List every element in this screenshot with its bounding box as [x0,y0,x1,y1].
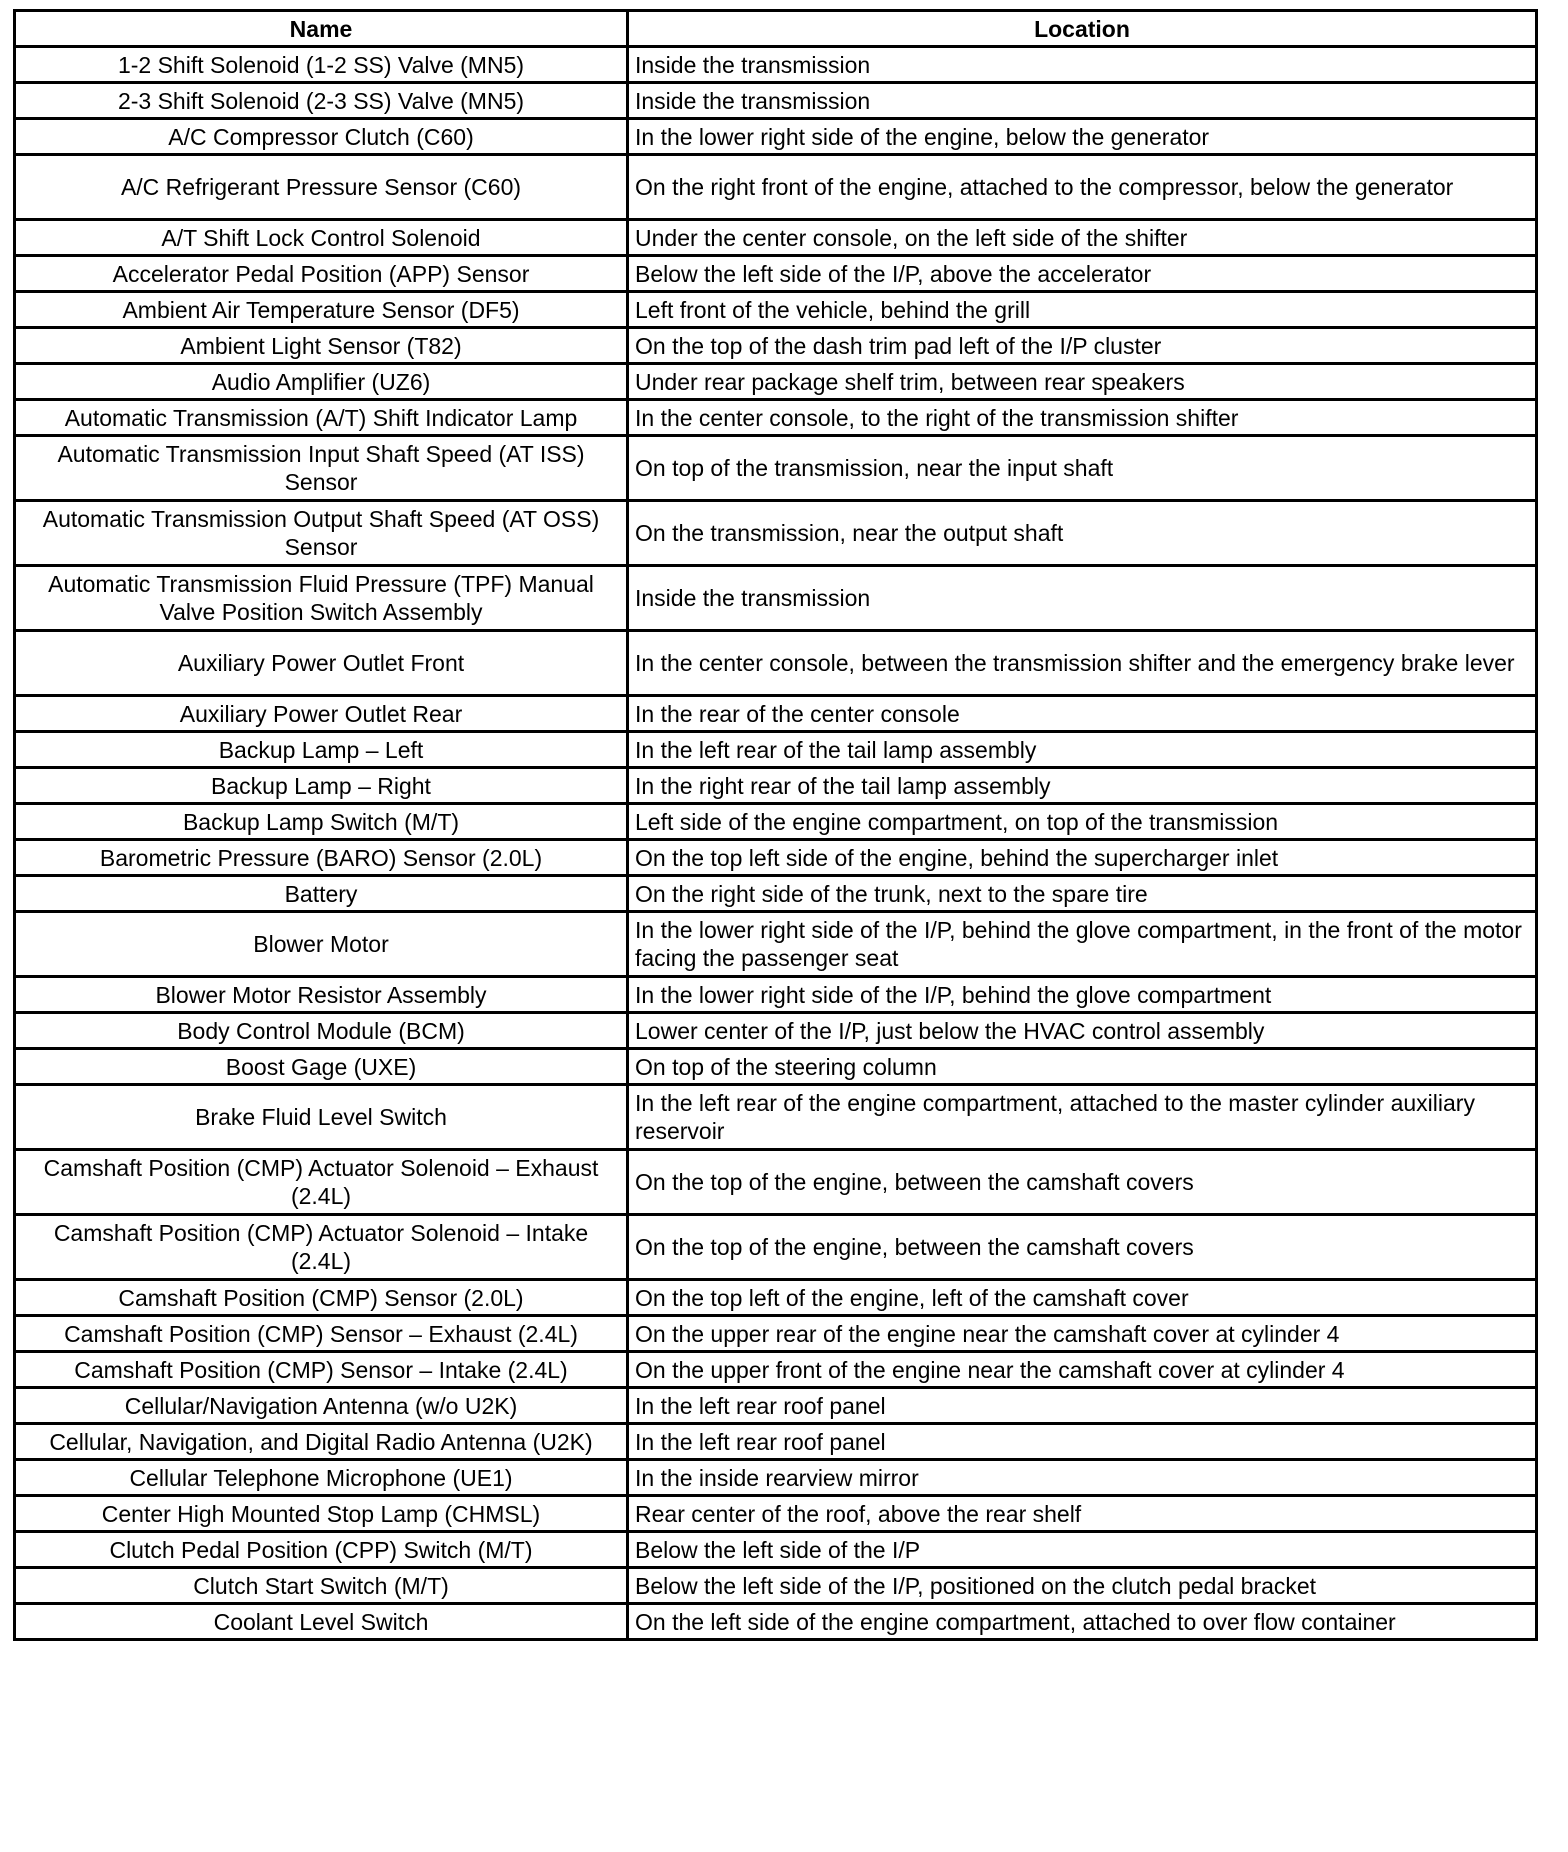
table-row [15,1352,1537,1388]
component-name-cell: Backup Lamp – Right [15,768,628,804]
table-row [15,1388,1537,1424]
component-location-cell: Under the center console, on the left side of the shifter [628,220,1537,256]
table-row [15,768,1537,804]
table-row [15,1150,1537,1215]
table-row [15,1604,1537,1640]
component-location-cell: In the left rear roof panel [628,1424,1537,1460]
component-name-cell: Auxiliary Power Outlet Front [15,631,628,696]
component-name-cell: Backup Lamp – Left [15,732,628,768]
component-name-cell: Boost Gage (UXE) [15,1049,628,1085]
component-location-cell: In the rear of the center console [628,696,1537,732]
component-location-cell: In the lower right side of the engine, below the generator [628,119,1537,155]
table-row [15,1280,1537,1316]
component-name-cell: Audio Amplifier (UZ6) [15,364,628,400]
component-location-cell: Left front of the vehicle, behind the grill [628,292,1537,328]
component-location-cell: On the top left of the engine, left of the camshaft cover [628,1280,1537,1316]
component-name-cell: Clutch Start Switch (M/T) [15,1568,628,1604]
table-row [15,1316,1537,1352]
component-name-cell: Battery [15,876,628,912]
table-row [15,400,1537,436]
component-name-cell: Blower Motor [15,912,628,977]
component-name-cell: Cellular Telephone Microphone (UE1) [15,1460,628,1496]
table-row [15,1568,1537,1604]
component-name-cell: 1-2 Shift Solenoid (1-2 SS) Valve (MN5) [15,47,628,83]
component-location-cell: Left side of the engine compartment, on top of the transmission [628,804,1537,840]
table-row [15,256,1537,292]
component-location-cell: On the top left side of the engine, behind the supercharger inlet [628,840,1537,876]
component-location-cell: Below the left side of the I/P [628,1532,1537,1568]
component-location-cell: Inside the transmission [628,47,1537,83]
component-name-cell: 2-3 Shift Solenoid (2-3 SS) Valve (MN5) [15,83,628,119]
component-location-cell: In the left rear of the engine compartment, attached to the master cylinder auxiliary reservoir [628,1085,1537,1150]
component-location-cell: Inside the transmission [628,83,1537,119]
table-row [15,1215,1537,1280]
table-row [15,1496,1537,1532]
table-row [15,501,1537,566]
component-location-cell: On the right front of the engine, attached to the compressor, below the generator [628,155,1537,220]
component-location-cell: On the top of the engine, between the camshaft covers [628,1150,1537,1215]
component-location-cell: In the left rear roof panel [628,1388,1537,1424]
component-name-cell: Ambient Air Temperature Sensor (DF5) [15,292,628,328]
component-name-cell: A/C Refrigerant Pressure Sensor (C60) [15,155,628,220]
component-location-cell: Lower center of the I/P, just below the HVAC control assembly [628,1013,1537,1049]
component-location-cell: In the left rear of the tail lamp assembly [628,732,1537,768]
component-location-cell: On the transmission, near the output shaft [628,501,1537,566]
table-row [15,155,1537,220]
component-location-cell: On top of the transmission, near the input shaft [628,436,1537,501]
table-row [15,912,1537,977]
component-location-cell: In the center console, between the transmission shifter and the emergency brake lever [628,631,1537,696]
component-name-cell: Camshaft Position (CMP) Actuator Solenoid – Exhaust (2.4L) [15,1150,628,1215]
component-name-cell: Blower Motor Resistor Assembly [15,977,628,1013]
component-name-cell: Cellular/Navigation Antenna (w/o U2K) [15,1388,628,1424]
table-row [15,47,1537,83]
component-name-cell: Brake Fluid Level Switch [15,1085,628,1150]
component-name-cell: Camshaft Position (CMP) Actuator Solenoid – Intake (2.4L) [15,1215,628,1280]
table-row [15,83,1537,119]
component-name-cell: Camshaft Position (CMP) Sensor – Exhaust (2.4L) [15,1316,628,1352]
table-row [15,1049,1537,1085]
component-name-cell: A/T Shift Lock Control Solenoid [15,220,628,256]
table-body [15,47,1537,1640]
table-row [15,364,1537,400]
table-row [15,436,1537,501]
component-location-cell: On the upper rear of the engine near the camshaft cover at cylinder 4 [628,1316,1537,1352]
component-name-cell: Auxiliary Power Outlet Rear [15,696,628,732]
table-row [15,977,1537,1013]
component-name-cell: Automatic Transmission (A/T) Shift Indicator Lamp [15,400,628,436]
table-row [15,220,1537,256]
table-row [15,1013,1537,1049]
component-name-cell: Barometric Pressure (BARO) Sensor (2.0L) [15,840,628,876]
table-row [15,328,1537,364]
component-location-cell: On top of the steering column [628,1049,1537,1085]
component-location-cell: Under rear package shelf trim, between rear speakers [628,364,1537,400]
table-row [15,292,1537,328]
component-location-cell: In the lower right side of the I/P, behind the glove compartment, in the front of the motor facing the passenger seat [628,912,1537,977]
table-row [15,1460,1537,1496]
table-row [15,1424,1537,1460]
component-location-cell: On the upper front of the engine near the camshaft cover at cylinder 4 [628,1352,1537,1388]
component-location-cell: In the inside rearview mirror [628,1460,1537,1496]
component-location-cell: In the lower right side of the I/P, behind the glove compartment [628,977,1537,1013]
header-row [15,11,1537,47]
component-location-cell: In the right rear of the tail lamp assembly [628,768,1537,804]
component-name-cell: Automatic Transmission Fluid Pressure (TPF) Manual Valve Position Switch Assembly [15,566,628,631]
table-row [15,1532,1537,1568]
component-name-cell: Ambient Light Sensor (T82) [15,328,628,364]
component-name-cell: Camshaft Position (CMP) Sensor (2.0L) [15,1280,628,1316]
component-name-cell: Cellular, Navigation, and Digital Radio Antenna (U2K) [15,1424,628,1460]
component-name-cell: Camshaft Position (CMP) Sensor – Intake (2.4L) [15,1352,628,1388]
component-location-cell: On the top of the dash trim pad left of the I/P cluster [628,328,1537,364]
component-name-cell: Body Control Module (BCM) [15,1013,628,1049]
table-row [15,566,1537,631]
component-name-cell: A/C Compressor Clutch (C60) [15,119,628,155]
component-name-cell: Automatic Transmission Output Shaft Speed (AT OSS) Sensor [15,501,628,566]
component-name-cell: Coolant Level Switch [15,1604,628,1640]
component-name-cell: Clutch Pedal Position (CPP) Switch (M/T) [15,1532,628,1568]
table-row [15,631,1537,696]
table-row [15,1085,1537,1150]
name-column-header: Name [15,11,628,47]
component-name-cell: Accelerator Pedal Position (APP) Sensor [15,256,628,292]
table-row [15,732,1537,768]
component-name-cell: Backup Lamp Switch (M/T) [15,804,628,840]
table-row [15,696,1537,732]
component-location-cell: On the left side of the engine compartment, attached to over flow container [628,1604,1537,1640]
component-name-cell: Center High Mounted Stop Lamp (CHMSL) [15,1496,628,1532]
component-location-cell: On the top of the engine, between the camshaft covers [628,1215,1537,1280]
component-location-cell: Rear center of the roof, above the rear shelf [628,1496,1537,1532]
component-location-cell: In the center console, to the right of the transmission shifter [628,400,1537,436]
table-row [15,119,1537,155]
table-row [15,840,1537,876]
component-name-cell: Automatic Transmission Input Shaft Speed (AT ISS) Sensor [15,436,628,501]
component-location-cell: On the right side of the trunk, next to the spare tire [628,876,1537,912]
table-row [15,876,1537,912]
component-location-cell: Inside the transmission [628,566,1537,631]
component-location-table [13,9,1538,1641]
component-location-cell: Below the left side of the I/P, above the accelerator [628,256,1537,292]
location-column-header: Location [628,11,1537,47]
table-row [15,804,1537,840]
component-location-cell: Below the left side of the I/P, positioned on the clutch pedal bracket [628,1568,1537,1604]
